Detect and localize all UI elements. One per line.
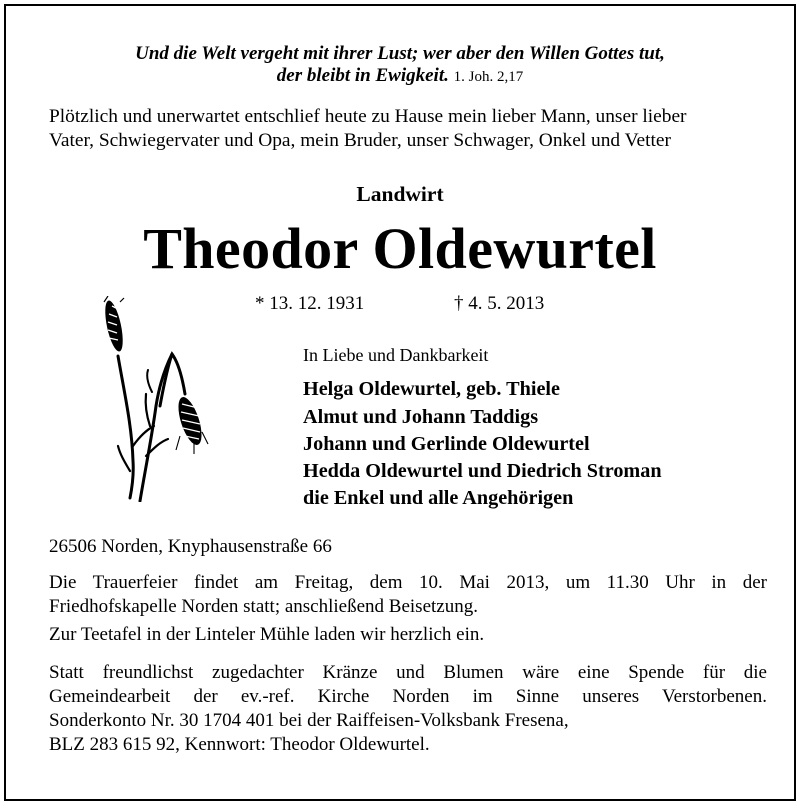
intro-line-1: Plötzlich und unerwartet entschlief heute zu Hause mein lieber Mann, unser lieber: [49, 106, 687, 127]
tea-invitation: Zur Teetafel in der Linteler Mühle laden wir herzlich ein.: [49, 624, 485, 645]
donation-line-3: Sonderkonto Nr. 30 1704 401 bei der Raiffeisen-Volksbank Fresena,: [49, 710, 569, 731]
mourner-3: Johann und Gerlinde Oldewurtel: [303, 433, 590, 455]
funeral-line-2: Friedhofskapelle Norden statt; anschließend Beisetzung.: [49, 596, 478, 617]
mourner-2: Almut und Johann Taddigs: [303, 406, 539, 428]
death-date: † 4. 5. 2013: [454, 293, 545, 314]
bible-verse-line-1: Und die Welt vergeht mit ihrer Lust; wer aber den Willen Gottes tut,: [135, 43, 665, 64]
mourner-4: Hedda Oldewurtel und Diedrich Stroman: [303, 460, 662, 482]
bible-verse-reference: 1. Joh. 2,17: [453, 69, 524, 85]
wheat-ears-icon: [90, 296, 220, 502]
birth-date: * 13. 12. 1931: [255, 293, 365, 314]
mourner-5: die Enkel und alle Angehörigen: [303, 487, 574, 509]
intro-line-2: Vater, Schwiegervater und Opa, mein Bruder, unser Schwager, Onkel und Vetter: [49, 130, 671, 151]
address: 26506 Norden, Knyphausenstraße 66: [49, 536, 332, 557]
deceased-name: Theodor Oldewurtel: [143, 216, 657, 281]
donation-line-2: Gemeindearbeit der ev.-ref. Kirche Norden im Sinne unseres Verstorbenen.: [49, 686, 767, 707]
mourner-1: Helga Oldewurtel, geb. Thiele: [303, 378, 560, 400]
funeral-line-1: Die Trauerfeier findet am Freitag, dem 10. Mai 2013, um 11.30 Uhr in der: [49, 572, 767, 593]
donation-line-1: Statt freundlichst zugedachter Kränze und Blumen wäre eine Spende für die: [49, 662, 767, 683]
occupation: Landwirt: [356, 182, 444, 206]
bible-verse-text: der bleibt in Ewigkeit.: [276, 65, 449, 86]
donation-line-4: BLZ 283 615 92, Kennwort: Theodor Oldewurtel.: [49, 734, 430, 755]
mourners-intro: In Liebe und Dankbarkeit: [303, 345, 489, 365]
bible-verse-line-2: [0, 65, 800, 88]
